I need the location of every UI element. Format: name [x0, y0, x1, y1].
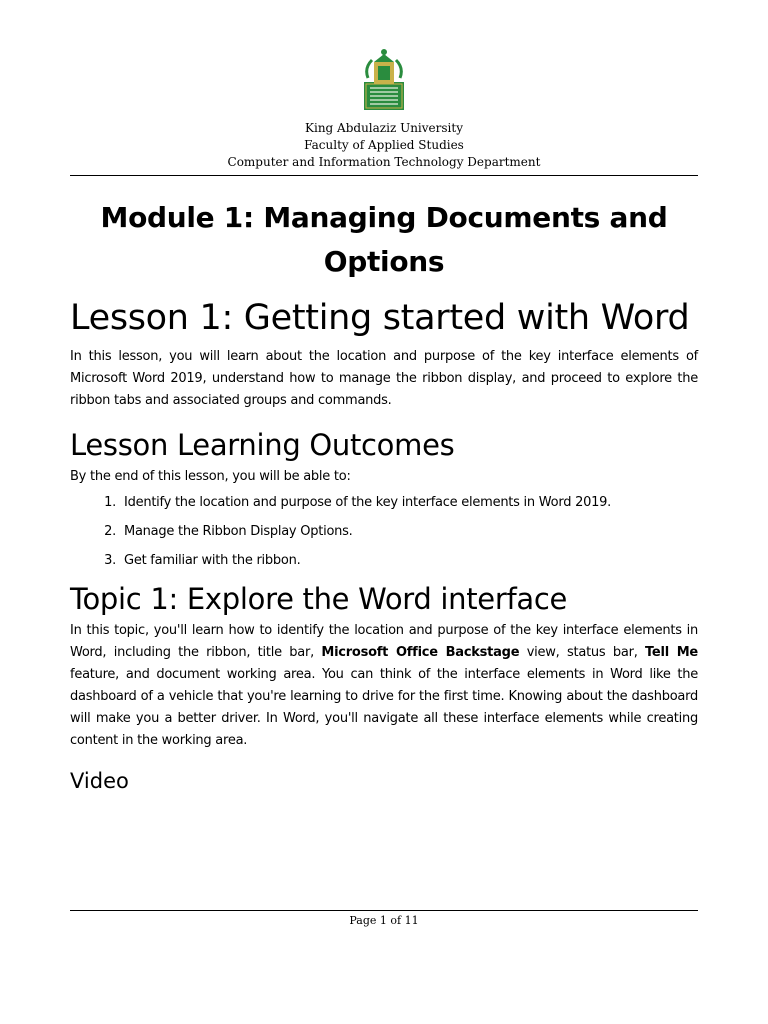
university-name: King Abdulaziz University: [305, 121, 463, 135]
institution-header: [70, 120, 698, 171]
video-heading: Video: [70, 769, 129, 793]
department-name: Computer and Information Technology Department: [227, 155, 541, 169]
footer-rule: [70, 910, 698, 911]
outcomes-lead: By the end of this lesson, you will be able to:: [70, 469, 351, 484]
list-item-text: Get familiar with the ribbon.: [124, 553, 301, 568]
topic-text-1: In this topic, you'll learn how to identify the location and purpose of the key interface elements in Word, including the ribbon, title bar,: [70, 623, 698, 660]
logo-door: [378, 66, 390, 80]
module-title: Module 1: Managing Documents and Options: [100, 201, 668, 278]
logo-top: [381, 49, 387, 55]
list-item-number: 2.: [104, 524, 116, 539]
topic-paragraph: [70, 620, 698, 752]
list-item-text: Identify the location and purpose of the key interface elements in Word 2019.: [124, 495, 612, 510]
list-item: [70, 521, 698, 543]
document-body: [70, 196, 698, 796]
list-item-number: 3.: [104, 553, 116, 568]
outcomes-heading: Lesson Learning Outcomes: [70, 428, 455, 462]
outcomes-list: [70, 492, 698, 572]
lesson-title: Lesson 1: Getting started with Word: [70, 298, 690, 338]
lesson-intro: In this lesson, you will learn about the location and purpose of the key interface elements of Microsoft Word 2019, understand how to manage the ribbon display, and proceed to explore the ribbon tabs and associated groups and commands.: [70, 349, 698, 408]
faculty-name: Faculty of Applied Studies: [304, 138, 464, 152]
topic-text-2: view, status bar,: [519, 645, 646, 660]
list-item: [70, 550, 698, 572]
topic-heading: Topic 1: Explore the Word interface: [70, 582, 568, 616]
university-logo: [360, 48, 408, 114]
list-item: [70, 492, 698, 514]
logo-roof: [374, 54, 394, 62]
list-item-text: Manage the Ribbon Display Options.: [124, 524, 353, 539]
page-number: Page 1 of 11: [349, 914, 419, 927]
tell-me-term: Tell Me: [645, 645, 698, 660]
topic-text-3: feature, and document working area. You can think of the interface elements in Word like the dashboard of a vehicle that you're learning to drive for the first time. Knowing about the dashboard will make you a better driver. In Word, you'll navigate all these interface elements while creating content in the working area.: [70, 667, 698, 748]
header-rule: [70, 175, 698, 176]
list-item-number: 1.: [104, 495, 116, 510]
backstage-term: Microsoft Office Backstage: [321, 645, 520, 660]
